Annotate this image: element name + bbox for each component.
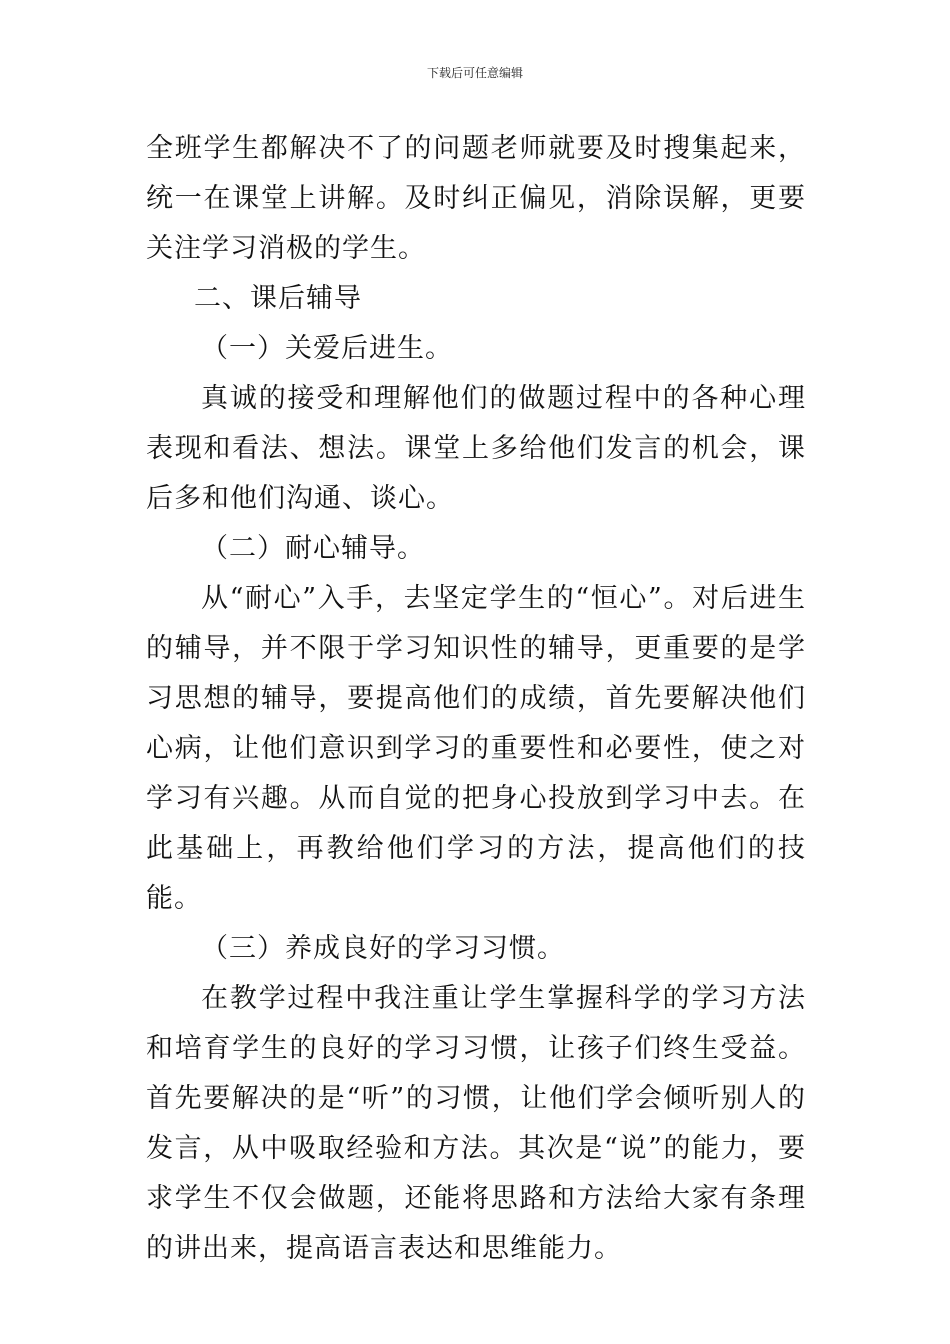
- subheading-care-for-struggling-students: （一）关爱后进生。: [201, 333, 453, 364]
- paragraph-understanding: 真诚的接受和理解他们的做题过程中的各种心理表现和看法、想法。课堂上多给他们发言的机会，课后多和他们沟通、谈心。: [146, 383, 806, 514]
- document-body: [146, 124, 806, 1274]
- subheading-study-habits: （三）养成良好的学习习惯。: [201, 933, 565, 964]
- section-heading-after-class-tutoring: 二、课后辅导: [194, 283, 362, 314]
- page-header: 下载后可任意编辑: [426, 66, 523, 80]
- paragraph-study-habits: 在教学过程中我注重让学生掌握科学的学习方法和培育学生的良好的学习习惯，让孩子们终生受益。首先要解决的是“听”的习惯，让他们学会倾听别人的发言，从中吸取经验和方法。其次是“说”的能力，要求学生不仅会做题，还能将思路和方法给大家有条理的讲出来，提高语言表达和思维能力。: [146, 983, 806, 1264]
- paragraph-patience: 从“耐心”入手，去坚定学生的“恒心”。对后进生的辅导，并不限于学习知识性的辅导，更重要的是学习思想的辅导，要提高他们的成绩，首先要解决他们心病，让他们意识到学习的重要性和必要性，使之对学习有兴趣。从而自觉的把身心投放到学习中去。在此基础上，再教给他们学习的方法，提高他们的技能。: [146, 583, 806, 914]
- paragraph-continuation: 全班学生都解决不了的问题老师就要及时搜集起来，统一在课堂上讲解。及时纠正偏见，消除误解，更要关注学习消极的学生。: [146, 133, 806, 264]
- subheading-patient-tutoring: （二）耐心辅导。: [201, 533, 425, 564]
